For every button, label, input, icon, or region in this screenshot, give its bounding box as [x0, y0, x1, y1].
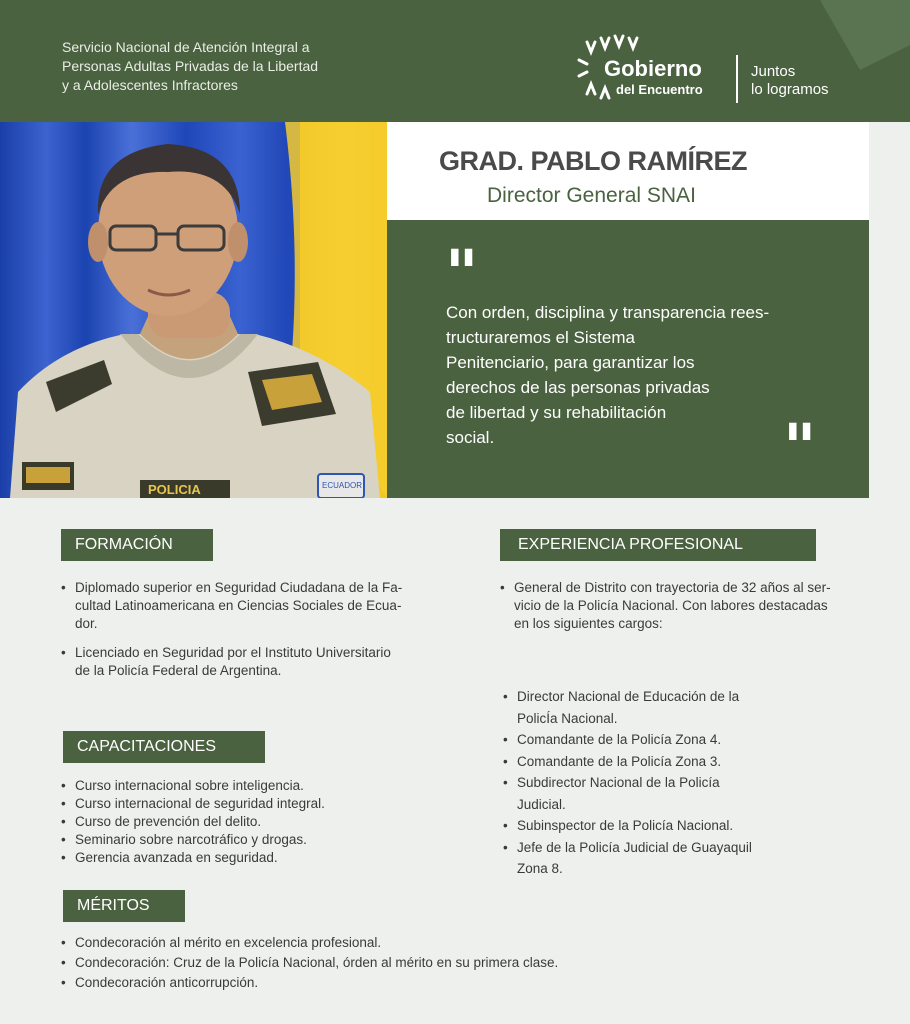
item-line: • Subdirector Nacional de la Policía [517, 775, 720, 790]
list-item [503, 772, 752, 815]
item-line: Judicial. [517, 796, 566, 812]
list-item: • Condecoración anticorrupción. [61, 973, 558, 993]
section-title-formacion: FORMACIÓN [61, 529, 213, 561]
quote-card [387, 220, 869, 498]
list-item [500, 579, 831, 633]
institution-line: y a Adolescentes Infractores [62, 77, 238, 93]
list-item [61, 579, 402, 633]
item-line: PolicÍa Nacional. [517, 710, 618, 726]
slogan-line: Juntos [751, 63, 796, 80]
close-quote-icon: " [783, 410, 817, 485]
list-item: • Subinspector de la Policía Nacional. [503, 815, 752, 837]
experiencia-intro-list [500, 579, 831, 633]
list-item: • Curso internacional de seguridad integral. [61, 795, 325, 813]
institution-line: Personas Adultas Privadas de la Libertad [62, 58, 319, 74]
list-item: • Curso internacional sobre inteligencia. [61, 777, 325, 795]
logo-wordmark: Gobierno [604, 56, 702, 81]
item-line: cultad Latinoamericana en Ciencias Sociales de Ecua- [75, 598, 402, 613]
list-item: • Curso de prevención del delito. [61, 813, 325, 831]
logo-divider [736, 55, 738, 103]
quote-line: Penitenciario, para garantizar los [446, 353, 695, 372]
uniform-badge: POLICIA [148, 482, 201, 497]
section-title-capacitaciones: CAPACITACIONES [63, 731, 265, 763]
section-title-meritos: MÉRITOS [63, 890, 185, 922]
item-line: vicio de la Policía Nacional. Con labores destacadas [514, 598, 828, 613]
meritos-list [61, 933, 558, 993]
open-quote-icon: " [445, 236, 479, 311]
item-line: • Jefe de la Policía Judicial de Guayaquil [517, 839, 752, 855]
quote-line: social. [446, 428, 495, 447]
page-header [0, 0, 910, 122]
quote-line: tructuraremos el Sistema [446, 328, 635, 347]
quote-text [446, 300, 769, 450]
slogan [751, 63, 829, 99]
list-item: • Seminario sobre narcotráfico y drogas. [61, 831, 325, 849]
name-card [387, 122, 869, 220]
item-line: Zona 8. [517, 861, 563, 876]
institution-line: Servicio Nacional de Atención Integral a [62, 39, 310, 55]
section-title-experiencia: EXPERIENCIA PROFESIONAL [500, 529, 816, 561]
slogan-line: lo logramos [751, 81, 829, 98]
list-item: • Gerencia avanzada en seguridad. [61, 849, 325, 867]
cargos-list [503, 686, 752, 880]
list-item [61, 644, 402, 680]
list-item [503, 686, 752, 729]
item-line: de la Policía Federal de Argentina. [75, 663, 282, 678]
item-line: • Diplomado superior en Seguridad Ciudadana de la Fa- [75, 580, 403, 595]
person-role: Director General SNAI [487, 184, 696, 207]
country-patch: ECUADOR [322, 481, 363, 490]
logo-wordmark-sub: del Encuentro [616, 82, 703, 97]
list-item: • Comandante de la Policía Zona 3. [503, 751, 752, 773]
list-item [503, 837, 752, 880]
portrait-photo [0, 122, 387, 498]
person-name: GRAD. PABLO RAMÍREZ [439, 146, 747, 176]
item-line: dor. [75, 616, 98, 631]
capacitaciones-list [61, 777, 325, 867]
list-item: • Condecoración al mérito en excelencia profesional. [61, 933, 558, 953]
quote-line: derechos de las personas privadas [446, 378, 710, 397]
formacion-list [61, 579, 402, 680]
quote-line: de libertad y su rehabilitación [446, 403, 667, 422]
quote-line: Con orden, disciplina y transparencia rees- [446, 303, 770, 322]
item-line: • General de Distrito con trayectoria de 32 años al ser- [514, 580, 831, 595]
item-line: • Director Nacional de Educación de la [517, 689, 740, 704]
list-item: • Comandante de la Policía Zona 4. [503, 729, 752, 751]
list-item: • Condecoración: Cruz de la Policía Nacional, órden al mérito en su primera clase. [61, 953, 558, 973]
item-line: • Licenciado en Seguridad por el Instituto Universitario [75, 645, 391, 660]
institution-name [62, 38, 318, 95]
item-line: en los siguientes cargos: [514, 616, 663, 631]
